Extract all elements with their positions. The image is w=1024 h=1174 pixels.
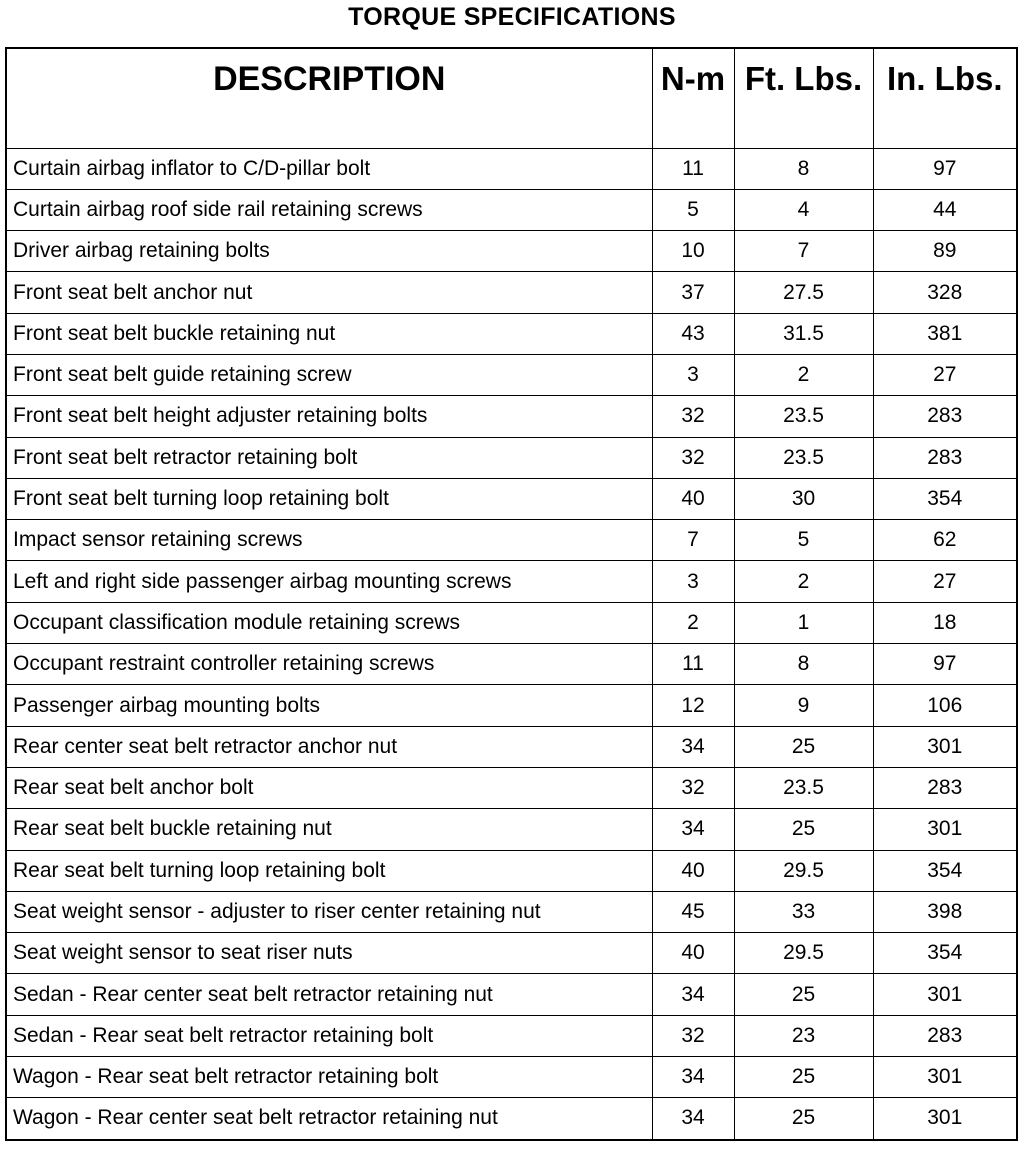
cell-in-lbs: 44 (873, 189, 1017, 230)
cell-nm: 34 (652, 974, 734, 1015)
cell-in-lbs: 283 (873, 396, 1017, 437)
cell-in-lbs: 97 (873, 644, 1017, 685)
cell-ft-lbs: 9 (734, 685, 873, 726)
cell-description: Left and right side passenger airbag mounting screws (6, 561, 652, 602)
table-row (6, 809, 1017, 850)
cell-ft-lbs: 2 (734, 354, 873, 395)
table-row (6, 974, 1017, 1015)
cell-nm: 34 (652, 726, 734, 767)
cell-nm: 5 (652, 189, 734, 230)
cell-description: Front seat belt guide retaining screw (6, 354, 652, 395)
cell-ft-lbs: 8 (734, 644, 873, 685)
cell-nm: 3 (652, 354, 734, 395)
cell-in-lbs: 301 (873, 726, 1017, 767)
table-row (6, 437, 1017, 478)
cell-in-lbs: 381 (873, 313, 1017, 354)
cell-nm: 11 (652, 148, 734, 189)
cell-ft-lbs: 25 (734, 809, 873, 850)
cell-in-lbs: 283 (873, 1015, 1017, 1056)
cell-ft-lbs: 23 (734, 1015, 873, 1056)
cell-nm: 34 (652, 809, 734, 850)
cell-description: Front seat belt turning loop retaining bolt (6, 478, 652, 519)
table-row (6, 272, 1017, 313)
cell-ft-lbs: 25 (734, 1057, 873, 1098)
cell-description: Curtain airbag roof side rail retaining screws (6, 189, 652, 230)
table-row (6, 933, 1017, 974)
table-row (6, 396, 1017, 437)
cell-description: Front seat belt buckle retaining nut (6, 313, 652, 354)
cell-ft-lbs: 23.5 (734, 437, 873, 478)
table-row (6, 1057, 1017, 1098)
header-description: DESCRIPTION (6, 48, 652, 148)
cell-nm: 10 (652, 231, 734, 272)
cell-in-lbs: 398 (873, 891, 1017, 932)
table-row (6, 313, 1017, 354)
cell-description: Occupant classification module retaining screws (6, 602, 652, 643)
cell-nm: 37 (652, 272, 734, 313)
cell-nm: 43 (652, 313, 734, 354)
cell-ft-lbs: 31.5 (734, 313, 873, 354)
cell-nm: 40 (652, 933, 734, 974)
cell-description: Rear center seat belt retractor anchor nut (6, 726, 652, 767)
cell-in-lbs: 301 (873, 1057, 1017, 1098)
cell-ft-lbs: 8 (734, 148, 873, 189)
table-row (6, 726, 1017, 767)
header-nm: N-m (652, 48, 734, 148)
cell-nm: 34 (652, 1057, 734, 1098)
cell-in-lbs: 283 (873, 437, 1017, 478)
cell-nm: 34 (652, 1098, 734, 1140)
cell-description: Sedan - Rear center seat belt retractor retaining nut (6, 974, 652, 1015)
cell-nm: 3 (652, 561, 734, 602)
cell-nm: 32 (652, 1015, 734, 1056)
cell-description: Driver airbag retaining bolts (6, 231, 652, 272)
cell-description: Occupant restraint controller retaining screws (6, 644, 652, 685)
table-row (6, 189, 1017, 230)
cell-nm: 40 (652, 478, 734, 519)
cell-description: Seat weight sensor - adjuster to riser center retaining nut (6, 891, 652, 932)
cell-description: Curtain airbag inflator to C/D-pillar bolt (6, 148, 652, 189)
cell-description: Rear seat belt anchor bolt (6, 767, 652, 808)
cell-nm: 45 (652, 891, 734, 932)
table-row (6, 1098, 1017, 1140)
cell-in-lbs: 18 (873, 602, 1017, 643)
cell-ft-lbs: 25 (734, 726, 873, 767)
cell-in-lbs: 106 (873, 685, 1017, 726)
cell-description: Impact sensor retaining screws (6, 520, 652, 561)
header-ft-lbs: Ft. Lbs. (734, 48, 873, 148)
document-title: TORQUE SPECIFICATIONS (348, 3, 676, 31)
cell-ft-lbs: 23.5 (734, 767, 873, 808)
cell-in-lbs: 301 (873, 1098, 1017, 1140)
cell-description: Front seat belt height adjuster retaining bolts (6, 396, 652, 437)
cell-in-lbs: 27 (873, 354, 1017, 395)
cell-in-lbs: 301 (873, 809, 1017, 850)
cell-ft-lbs: 33 (734, 891, 873, 932)
cell-description: Passenger airbag mounting bolts (6, 685, 652, 726)
table-row (6, 520, 1017, 561)
cell-nm: 11 (652, 644, 734, 685)
table-row (6, 561, 1017, 602)
cell-ft-lbs: 25 (734, 1098, 873, 1140)
table-row (6, 685, 1017, 726)
cell-nm: 7 (652, 520, 734, 561)
table-row (6, 891, 1017, 932)
cell-description: Wagon - Rear seat belt retractor retaining bolt (6, 1057, 652, 1098)
torque-spec-table (5, 47, 1018, 1141)
cell-in-lbs: 301 (873, 974, 1017, 1015)
cell-nm: 40 (652, 850, 734, 891)
cell-nm: 12 (652, 685, 734, 726)
cell-description: Seat weight sensor to seat riser nuts (6, 933, 652, 974)
table-row (6, 231, 1017, 272)
cell-ft-lbs: 27.5 (734, 272, 873, 313)
cell-ft-lbs: 5 (734, 520, 873, 561)
cell-in-lbs: 62 (873, 520, 1017, 561)
cell-ft-lbs: 25 (734, 974, 873, 1015)
table-row (6, 850, 1017, 891)
cell-description: Front seat belt retractor retaining bolt (6, 437, 652, 478)
table-row (6, 148, 1017, 189)
cell-in-lbs: 354 (873, 850, 1017, 891)
cell-in-lbs: 27 (873, 561, 1017, 602)
table-row (6, 767, 1017, 808)
cell-nm: 2 (652, 602, 734, 643)
table-row (6, 644, 1017, 685)
cell-description: Rear seat belt buckle retaining nut (6, 809, 652, 850)
cell-description: Front seat belt anchor nut (6, 272, 652, 313)
header-in-lbs: In. Lbs. (873, 48, 1017, 148)
cell-nm: 32 (652, 437, 734, 478)
cell-description: Wagon - Rear center seat belt retractor retaining nut (6, 1098, 652, 1140)
cell-ft-lbs: 29.5 (734, 850, 873, 891)
cell-in-lbs: 354 (873, 478, 1017, 519)
cell-in-lbs: 97 (873, 148, 1017, 189)
table-row (6, 478, 1017, 519)
table-row (6, 1015, 1017, 1056)
table-body (6, 148, 1017, 1140)
cell-in-lbs: 89 (873, 231, 1017, 272)
cell-in-lbs: 283 (873, 767, 1017, 808)
cell-ft-lbs: 7 (734, 231, 873, 272)
table-row (6, 354, 1017, 395)
cell-nm: 32 (652, 767, 734, 808)
cell-in-lbs: 328 (873, 272, 1017, 313)
cell-ft-lbs: 4 (734, 189, 873, 230)
cell-ft-lbs: 30 (734, 478, 873, 519)
cell-nm: 32 (652, 396, 734, 437)
cell-description: Rear seat belt turning loop retaining bolt (6, 850, 652, 891)
table-row (6, 602, 1017, 643)
cell-description: Sedan - Rear seat belt retractor retaining bolt (6, 1015, 652, 1056)
cell-ft-lbs: 23.5 (734, 396, 873, 437)
table-header-row (6, 48, 1017, 148)
cell-ft-lbs: 29.5 (734, 933, 873, 974)
cell-ft-lbs: 2 (734, 561, 873, 602)
cell-ft-lbs: 1 (734, 602, 873, 643)
cell-in-lbs: 354 (873, 933, 1017, 974)
